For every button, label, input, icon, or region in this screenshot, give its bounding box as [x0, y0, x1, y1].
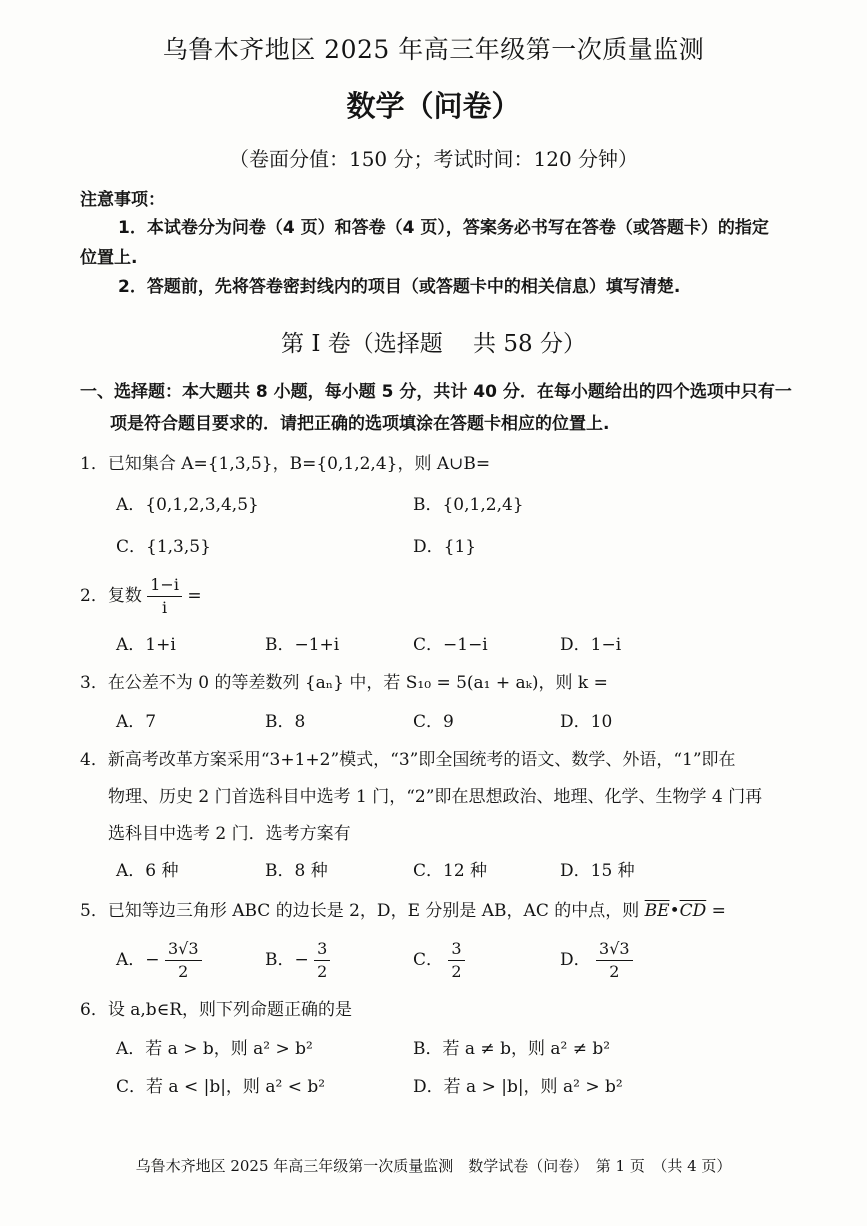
- question-5-option-d: [560, 938, 633, 983]
- question-2-denominator: i: [162, 598, 168, 617]
- question-2-suffix: =: [187, 586, 202, 606]
- numerator: 3: [314, 938, 330, 961]
- option-c-fraction: [448, 938, 464, 983]
- question-5-option-c: [413, 938, 465, 983]
- page-footer: 乌鲁木齐地区 2025 年高三年级第一次质量监测 数学试卷（问卷） 第 1 页 （共 4 页）: [135, 1157, 732, 1175]
- question-3-option-d: D．10: [560, 712, 613, 732]
- question-2-option-d: D．1−i: [560, 635, 622, 655]
- denominator: 2: [451, 962, 462, 981]
- question-2-prefix: 2．复数: [80, 586, 142, 606]
- question-5-vector-cd: $\overline{CD}$: [679, 901, 707, 921]
- question-5-text: 5．已知等边三角形 ABC 的边长是 2，D，E 分别是 AB，AC 的中点，则: [80, 901, 640, 921]
- question-5-stem: [80, 896, 726, 921]
- notice-item-2: 2．答题前，先将答卷密封线内的项目（或答题卡中的相关信息）填写清楚.: [118, 277, 681, 297]
- denominator: 2: [317, 962, 328, 981]
- question-2-fraction: [147, 574, 182, 619]
- numerator: 3√3: [596, 938, 633, 961]
- denominator: 2: [178, 962, 189, 981]
- instructions-line-2: 项是符合题目要求的．请把正确的选项填涂在答题卡相应的位置上.: [110, 414, 610, 434]
- question-4-option-c: C．12 种: [413, 861, 488, 881]
- minus-sign: −: [145, 950, 160, 970]
- question-1-option-b: B．{0,1,2,4}: [413, 495, 524, 515]
- question-3-option-a: A．7: [116, 712, 157, 732]
- question-3-stem: 3．在公差不为 0 的等差数列 {aₙ} 中，若 S₁₀ = 5(a₁ + aₖ)，则 k =: [80, 673, 608, 693]
- question-3-option-c: C．9: [413, 712, 454, 732]
- question-4-option-a: A．6 种: [116, 861, 179, 881]
- denominator: 2: [609, 962, 620, 981]
- question-1-stem: 1．已知集合 A={1,3,5}，B={0,1,2,4}，则 A∪B=: [80, 454, 491, 474]
- option-a-fraction: [165, 938, 202, 983]
- question-4-line-3: 选科目中选考 2 门．选考方案有: [108, 824, 351, 844]
- question-2-numerator: 1−i: [147, 574, 182, 597]
- question-4-line-1: 4．新高考改革方案采用“3+1+2”模式，“3”即全国统考的语文、数学、外语，“1”即在: [80, 750, 736, 770]
- question-6-option-b: B．若 a ≠ b，则 a² ≠ b²: [413, 1039, 611, 1059]
- question-5-option-a: [116, 938, 202, 983]
- exam-title: 乌鲁木齐地区 2025 年高三年级第一次质量监测: [162, 35, 705, 64]
- question-2-option-a: A．1+i: [116, 635, 176, 655]
- question-4-option-d: D．15 种: [560, 861, 635, 881]
- question-6-option-a: A．若 a > b，则 a² > b²: [116, 1039, 313, 1059]
- question-2-option-b: B．−1+i: [265, 635, 340, 655]
- question-2-stem: [80, 574, 202, 619]
- question-5-option-b: [265, 938, 330, 983]
- question-1-option-d: D．{1}: [413, 537, 477, 557]
- question-4-line-2: 物理、历史 2 门首选科目中选考 1 门，“2”即在思想政治、地理、化学、生物学 4 门再: [108, 787, 763, 807]
- notice-item-1: 1．本试卷分为问卷（4 页）和答卷（4 页），答案务必书写在答卷（或答题卡）的指定: [118, 218, 769, 238]
- question-5-equals: =: [711, 901, 726, 921]
- numerator: 3: [448, 938, 464, 961]
- question-3-option-b: B．8: [265, 712, 306, 732]
- question-5-vector-be: $\overline{BE}$: [644, 901, 670, 921]
- option-label: A．: [116, 950, 146, 970]
- question-6-stem: 6．设 a,b∈R，则下列命题正确的是: [80, 1000, 353, 1020]
- question-2-option-c: C．−1−i: [413, 635, 488, 655]
- option-label: D．: [560, 950, 591, 970]
- minus-sign: −: [294, 950, 309, 970]
- notice-item-1-cont: 位置上.: [80, 248, 138, 268]
- option-d-fraction: [596, 938, 633, 983]
- instructions-line-1: 一、选择题：本大题共 8 小题，每小题 5 分，共计 40 分．在每小题给出的四个选项中只有一: [80, 382, 792, 402]
- question-4-option-b: B．8 种: [265, 861, 328, 881]
- exam-info: （卷面分值：150 分；考试时间：120 分钟）: [228, 147, 639, 171]
- option-label: B．: [265, 950, 295, 970]
- question-5-dot: •: [669, 901, 680, 921]
- numerator: 3√3: [165, 938, 202, 961]
- option-label: C．: [413, 950, 444, 970]
- question-1-option-a: A．{0,1,2,3,4,5}: [116, 495, 259, 515]
- section-title: 第 I 卷（选择题 共 58 分）: [281, 331, 586, 357]
- question-6-option-d: D．若 a > |b|，则 a² > b²: [413, 1077, 623, 1097]
- notice-heading: 注意事项：: [80, 190, 165, 210]
- question-6-option-c: C．若 a < |b|，则 a² < b²: [116, 1077, 326, 1097]
- question-1-option-c: C．{1,3,5}: [116, 537, 211, 557]
- exam-subject: 数学（问卷）: [346, 89, 521, 123]
- option-b-fraction: [314, 938, 330, 983]
